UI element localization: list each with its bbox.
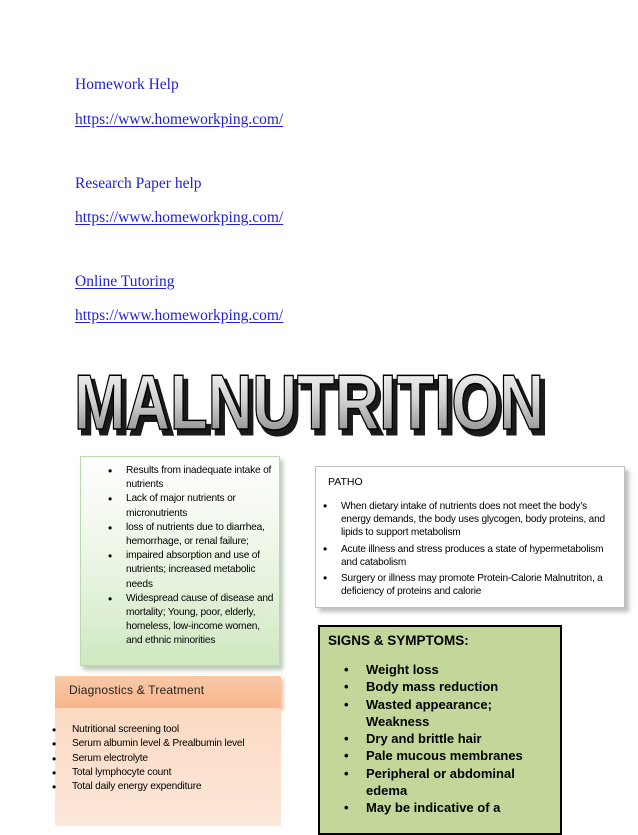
diagnostics-title: Diagnostics & Treatment <box>69 683 205 697</box>
list-item: • Acute illness and stress produces a state of hypermetabolism and catabolism <box>341 543 617 569</box>
list-item: • Weight loss <box>366 661 556 678</box>
online-tutoring-url[interactable]: https://www.homeworkping.com/ <box>75 307 284 324</box>
list-item: • impaired absorption and use of nutrients; increased metabolic needs <box>126 549 276 592</box>
title-shadow: MALNUTRITION <box>78 366 548 448</box>
causes-box <box>80 456 280 666</box>
list-item: • When dietary intake of nutrients does not meet the body’s energy demands, the body uses glycogen, body proteins, and lipids to support metabolism <box>341 500 617 540</box>
list-item: • Results from inadequate intake of nutrients <box>126 464 276 492</box>
title-text: MALNUTRITION <box>74 366 544 446</box>
diagnostics-header <box>55 676 281 708</box>
list-item: • Total daily energy expenditure <box>72 780 312 794</box>
homework-help-link[interactable]: Homework Help <box>75 76 179 93</box>
list-item: • Nutritional screening tool <box>72 723 312 737</box>
patho-title: PATHO <box>328 476 363 488</box>
diagnostics-list <box>72 723 312 794</box>
list-item: • May be indicative of a <box>366 799 556 816</box>
online-tutoring-link[interactable]: Online Tutoring <box>75 273 175 290</box>
list-item: • loss of nutrients due to diarrhea, hemorrhage, or renal failure; <box>126 521 276 549</box>
list-item: • Lack of major nutrients or micronutrients <box>126 492 276 520</box>
list-item: • Wasted appearance; Weakness <box>366 696 556 731</box>
list-item: • Body mass reduction <box>366 678 556 695</box>
list-item: • Surgery or illness may promote Protein-Calorie Malnutriton, a deficiency of proteins and calorie <box>341 572 617 598</box>
list-item: • Peripheral or abdominal edema <box>366 765 556 800</box>
list-item: • Serum electrolyte <box>72 752 312 766</box>
research-paper-help-url[interactable]: https://www.homeworkping.com/ <box>75 209 284 226</box>
patho-box <box>315 466 625 608</box>
signs-symptoms-box <box>318 625 562 835</box>
list-item: • Serum albumin level & Prealbumin level <box>72 737 312 751</box>
list-item: • Widespread cause of disease and mortality; Young, poor, elderly, homeless, low-income women, and ethnic minorities <box>126 592 276 649</box>
list-item: • Pale mucous membranes <box>366 747 556 764</box>
signs-title: SIGNS & SYMPTOMS: <box>328 633 469 648</box>
research-paper-help-link[interactable]: Research Paper help <box>75 175 202 192</box>
list-item: • Dry and brittle hair <box>366 730 556 747</box>
list-item: • Total lymphocyte count <box>72 766 312 780</box>
homework-help-url[interactable]: https://www.homeworkping.com/ <box>75 111 284 128</box>
page-title <box>66 366 556 448</box>
